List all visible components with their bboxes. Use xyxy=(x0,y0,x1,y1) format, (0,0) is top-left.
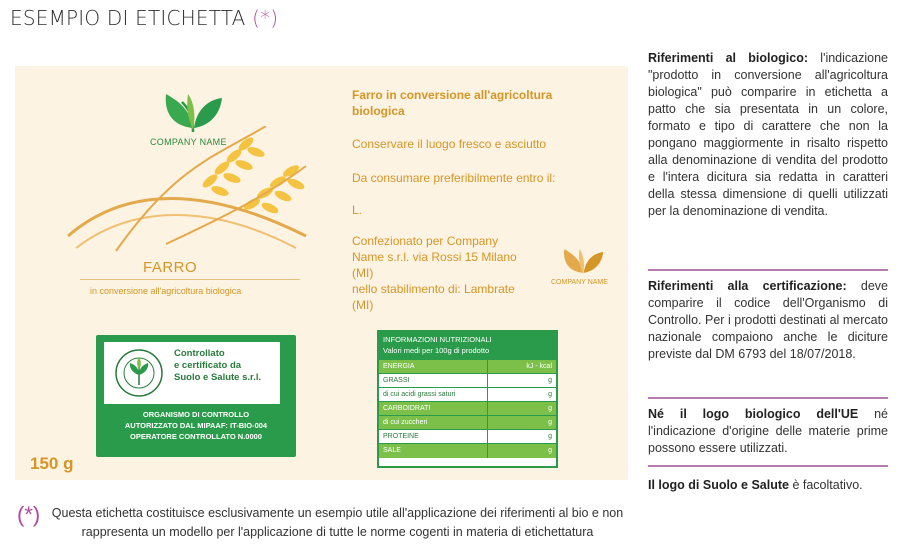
certification-line: Controllato xyxy=(174,348,225,359)
eu-logo-note xyxy=(648,406,888,457)
sales-name-line: biologica xyxy=(352,104,405,118)
nutrient-name: GRASSI xyxy=(379,374,488,387)
note-heading: Né il logo biologico dell'UE xyxy=(648,407,859,421)
nutrition-title: INFORMAZIONI NUTRIZIONALI xyxy=(383,335,492,344)
nutrient-unit: g xyxy=(548,405,552,412)
note-heading: Riferimenti alla certificazione: xyxy=(648,279,847,293)
organic-references-note xyxy=(648,50,888,220)
nutrient-name: CARBOIDRATI xyxy=(379,402,488,415)
suolo-logo-note xyxy=(648,477,888,494)
packer-line: Name s.r.l. via Rossi 15 Milano xyxy=(352,250,517,264)
net-weight: 150 g xyxy=(30,454,74,473)
nutrition-table xyxy=(377,330,558,468)
note-body: è facoltativo. xyxy=(788,478,863,492)
certification-text xyxy=(174,348,261,384)
page-title-star: (*) xyxy=(252,6,279,30)
page-title xyxy=(10,6,278,30)
sales-name-line: Farro in conversione all'agricoltura xyxy=(352,88,553,102)
divider xyxy=(648,269,888,271)
nutrient-unit: g xyxy=(548,447,552,454)
leaf-logo-small-icon xyxy=(561,245,605,277)
nutrient-unit: g xyxy=(548,419,552,426)
nutrient-unit: g xyxy=(548,433,552,440)
table-row xyxy=(379,430,556,444)
nutrient-name: di cui zuccheri xyxy=(379,416,488,429)
sales-name xyxy=(352,87,552,119)
table-row xyxy=(379,402,556,416)
divider xyxy=(648,465,888,467)
lot-text: L. xyxy=(352,203,363,217)
suolo-e-salute-seal-icon xyxy=(114,347,164,399)
footnote-star: (*) xyxy=(17,502,41,527)
product-name: FARRO xyxy=(143,259,198,276)
footnote-line: rappresenta un modello per l'applicazione di tutte le norme cogenti in materia di etichettatura xyxy=(81,525,594,539)
packer-info xyxy=(352,233,517,313)
packer-line: (MI) xyxy=(352,298,374,312)
table-row xyxy=(379,444,556,458)
control-body-info xyxy=(96,409,296,442)
table-row xyxy=(379,388,556,402)
nutrient-unit: kJ - kcal xyxy=(526,363,552,370)
best-before-text: Da consumare preferibilmente entro il: xyxy=(352,171,556,185)
packer-line: (MI) xyxy=(352,266,374,280)
company-name-small: COMPANY NAME xyxy=(551,279,608,286)
table-row xyxy=(379,360,556,374)
certification-line: e certificato da xyxy=(174,360,242,371)
note-body: né l'indicazione d'origine delle materie prime possono essere utilizzati. xyxy=(648,407,888,455)
note-heading: Il logo di Suolo e Salute xyxy=(648,478,789,492)
wheat-icon xyxy=(66,126,316,256)
divider xyxy=(648,397,888,399)
nutrient-unit: g xyxy=(548,391,552,398)
nutrition-header xyxy=(379,332,556,360)
note-body: l'indicazione "prodotto in conversione all'agricoltura biologica" può comparire in etichetta a patto che sia presentata in un colore, formato e tipo di carattere che non la pongano maggiormente in risalto rispetto alla denominazione di vendita del prodotto e l'intera dicitura sia redatta in caratteri della stessa dimensione di quelli utilizzati per la denominazione di vendita. xyxy=(648,51,888,218)
page-title-text: ESEMPIO DI ETICHETTA xyxy=(10,6,246,30)
packer-line: nello stabilimento di: Lambrate xyxy=(352,282,515,296)
storage-text: Conservare il luogo fresco e asciutto xyxy=(352,137,547,151)
company-name: COMPANY NAME xyxy=(150,137,227,147)
control-body-line: OPERATORE CONTROLLATO N.0000 xyxy=(130,432,262,441)
product-subtitle: in conversione all'agricoltura biologica xyxy=(90,286,242,296)
control-body-line: ORGANISMO DI CONTROLLO xyxy=(142,410,250,419)
certification-line: Suolo e Salute s.r.l. xyxy=(174,372,262,383)
note-heading: Riferimenti al biologico: xyxy=(648,51,808,65)
nutrient-name: SALE xyxy=(379,444,488,458)
control-body-line: AUTORIZZATO DAL MIPAAF: IT-BIO-004 xyxy=(124,421,268,430)
footnote xyxy=(45,504,630,542)
footnote-line: Questa etichetta costituisce esclusivamente un esempio utile all'applicazione dei riferimenti al bio e non xyxy=(51,506,624,520)
packer-line: Confezionato per Company xyxy=(352,234,499,248)
nutrition-subtitle: Valori medi per 100g di prodotto xyxy=(383,346,490,355)
note-body: deve comparire il codice dell'Organismo di Controllo. Per i prodotti destinati al mercato nazionale compaiono anche le diciture previste dal DM 6793 del 18/07/2018. xyxy=(648,279,888,361)
nutrient-unit: g xyxy=(548,377,552,384)
certification-references-note xyxy=(648,278,888,363)
table-row xyxy=(379,374,556,388)
product-divider xyxy=(80,279,300,280)
table-row xyxy=(379,416,556,430)
nutrient-name: ENERGIA xyxy=(379,360,488,373)
nutrient-name: di cui acidi grassi saturi xyxy=(379,388,488,401)
nutrient-name: PROTEINE xyxy=(379,430,488,443)
